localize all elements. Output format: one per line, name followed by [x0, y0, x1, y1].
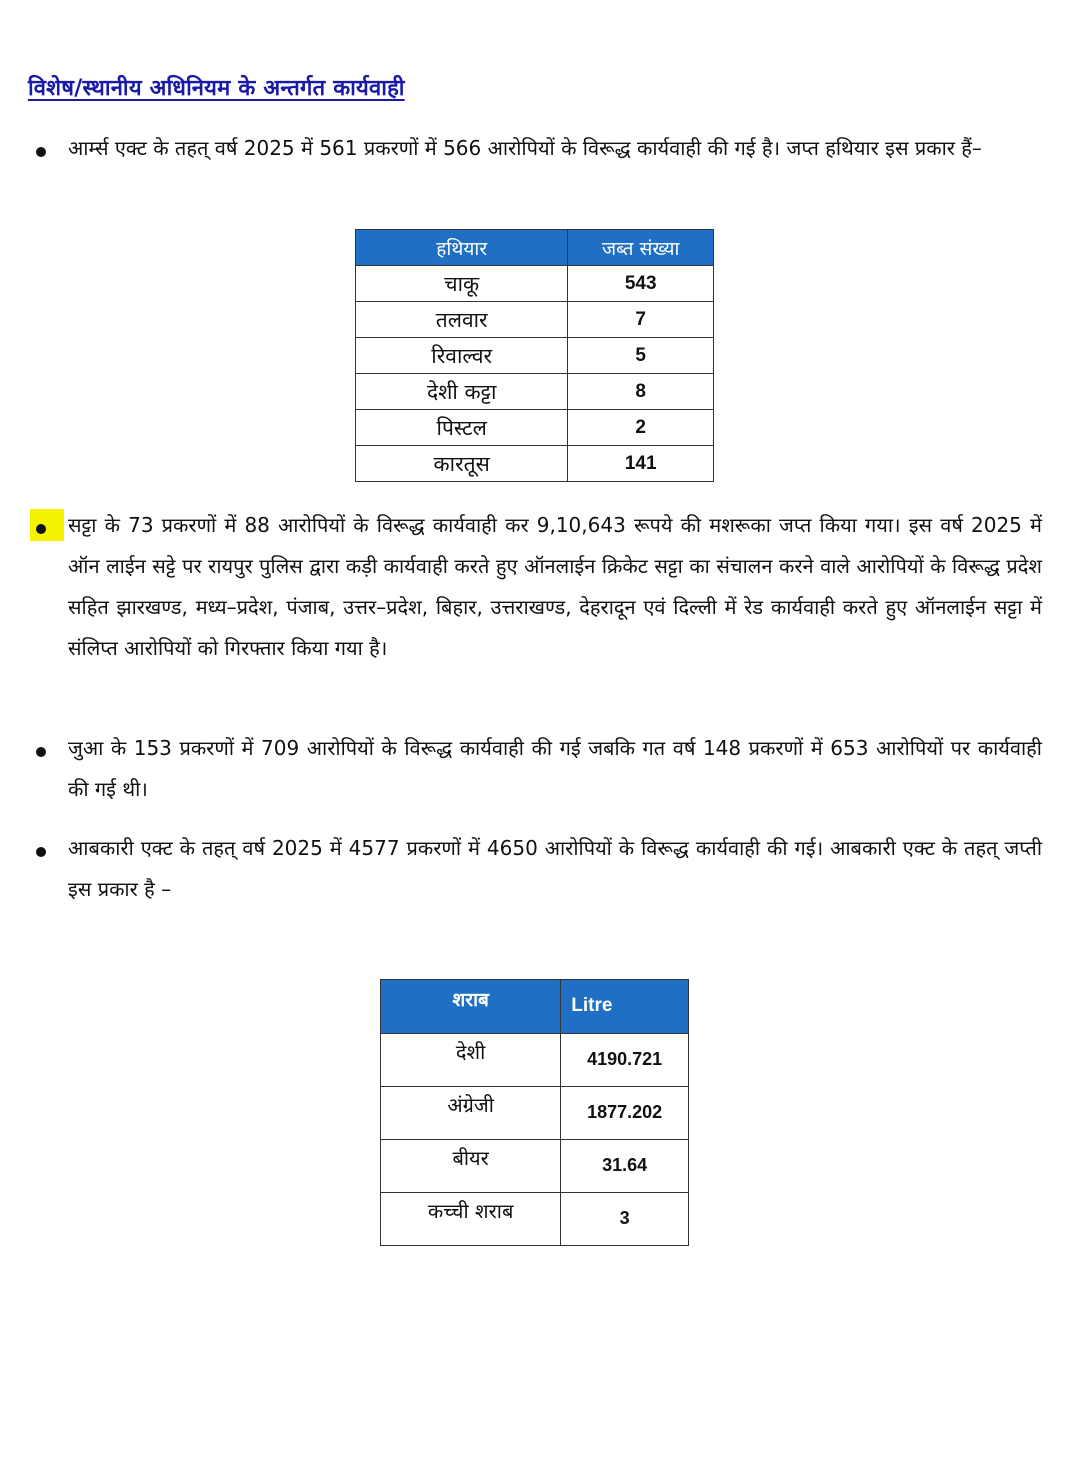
liquor-litre: 31.64 [561, 1140, 689, 1193]
table-row [356, 302, 714, 338]
table-row [381, 1034, 689, 1087]
weapon-count: 543 [568, 266, 714, 302]
header-weapon: हथियार [356, 230, 568, 266]
bullet-text: सट्टा के 73 प्रकरणों में 88 आरोपियों के विरूद्ध कार्यवाही कर 9,10,643 रूपये की मशरूका जप्त किया गया। इस वर्ष 2025 में ऑन लाईन सट्टे पर रायपुर पुलिस द्वारा कड़ी कार्यवाही करते हुए ऑनलाईन क्रिकेट सट्टा का संचालन करने वाले आरोपियों के विरूद्ध प्रदेश सहित झारखण्ड, मध्य–प्रदेश, पंजाब, उत्तर–प्रदेश, बिहार, उत्तराखण्ड, देहरादून एवं दिल्ली में रेड कार्यवाही करते हुए ऑनलाईन सट्टा में संलिप्त आरोपियों को गिरफ्तार किया गया है। [68, 513, 1042, 660]
weapons-table [355, 229, 714, 482]
weapon-name: तलवार [356, 302, 568, 338]
bullet-excise-act [30, 828, 1042, 910]
bullet-text: आबकारी एक्ट के तहत् वर्ष 2025 में 4577 प्रकरणों में 4650 आरोपियों के विरूद्ध कार्यवाही की गई। आबकारी एक्ट के तहत् जप्ती इस प्रकार है – [68, 836, 1042, 901]
weapon-name: रिवाल्वर [356, 338, 568, 374]
table-row [356, 338, 714, 374]
liquor-litre: 1877.202 [561, 1087, 689, 1140]
liquor-litre: 3 [561, 1193, 689, 1246]
table-header-row [381, 980, 689, 1034]
table-row [356, 446, 714, 482]
bullet-text: आर्म्स एक्ट के तहत् वर्ष 2025 में 561 प्रकरणों में 566 आरोपियों के विरूद्ध कार्यवाही की गई है। जप्त हथियार इस प्रकार हैं– [68, 136, 982, 160]
bullet-satta [30, 505, 1042, 669]
weapon-count: 8 [568, 374, 714, 410]
weapon-count: 5 [568, 338, 714, 374]
bullet-dot-icon [36, 524, 46, 534]
weapon-count: 2 [568, 410, 714, 446]
table-header-row [356, 230, 714, 266]
bullet-dot-icon [36, 747, 46, 757]
table-row [356, 374, 714, 410]
bullet-gambling [30, 728, 1042, 810]
liquor-type: बीयर [381, 1140, 561, 1193]
header-seized-count: जब्त संख्या [568, 230, 714, 266]
table-row [381, 1140, 689, 1193]
weapon-name: कारतूस [356, 446, 568, 482]
liquor-type: कच्ची शराब [381, 1193, 561, 1246]
weapon-name: देशी कट्टा [356, 374, 568, 410]
weapon-name: पिस्टल [356, 410, 568, 446]
liquor-type: अंग्रेजी [381, 1087, 561, 1140]
highlight-marker [30, 509, 64, 541]
liquor-litre: 4190.721 [561, 1034, 689, 1087]
bullet-text: जुआ के 153 प्रकरणों में 709 आरोपियों के विरूद्ध कार्यवाही की गई जबकि गत वर्ष 148 प्रकरणों में 653 आरोपियों पर कार्यवाही की गई थी। [68, 736, 1042, 801]
liquor-type: देशी [381, 1034, 561, 1087]
header-liquor: शराब [381, 980, 561, 1034]
table-row [381, 1087, 689, 1140]
table-row [356, 410, 714, 446]
table-row [381, 1193, 689, 1246]
table-row [356, 266, 714, 302]
bullet-arms-act [30, 128, 1042, 169]
weapon-count: 141 [568, 446, 714, 482]
liquor-table [380, 979, 689, 1246]
weapon-name: चाकू [356, 266, 568, 302]
bullet-dot-icon [36, 847, 46, 857]
weapon-count: 7 [568, 302, 714, 338]
header-litre: Litre [561, 980, 689, 1034]
bullet-dot-icon [36, 147, 46, 157]
section-heading: विशेष/स्थानीय अधिनियम के अन्तर्गत कार्यवाही [28, 76, 405, 101]
